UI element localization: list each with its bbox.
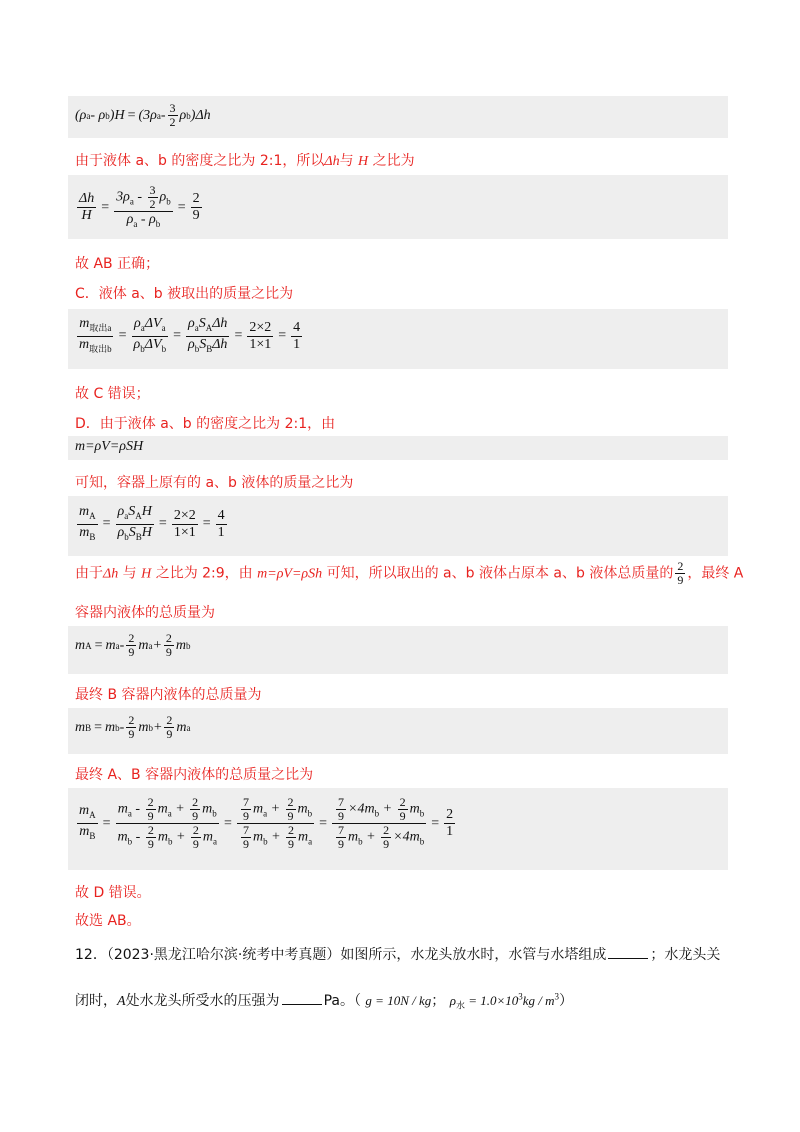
question-12-line-2: 闭时，A处水龙头所受水的压强为 Pa。（ g = 10N / kg； $\rho_水 = 1.0\times 10^3kg / m^3$） bbox=[75, 991, 574, 1011]
c-wrong: 故 C 错误； bbox=[75, 386, 150, 402]
equation-6: m A = m a - $\frac{2}{9}$ m a + $\frac{2}{9}$ m b bbox=[75, 631, 191, 659]
final-choice: 故选 AB。 bbox=[75, 913, 141, 929]
ab-correct: 故 AB 正确； bbox=[75, 256, 160, 272]
question-12-line-1: 12．（2023·黑龙江哈尔滨·统考中考真题）如图所示，水龙头放水时，水管与水塔组成 ；水龙头关 bbox=[75, 947, 721, 963]
since-line: 由于Δh 与 H 之比为 2:9，由 m=ρV=ρSh 可知，所以取出的 a、b 液体占原本 a、b 液体总质量的 $\frac{2}{9}$ ，最终 A bbox=[75, 559, 744, 587]
answer-blank-2[interactable] bbox=[282, 1004, 322, 1005]
answer-blank-1[interactable] bbox=[608, 958, 648, 959]
final-a-heading: 容器内液体的总质量为 bbox=[75, 605, 215, 621]
known-mass-ratio: 可知，容器上原有的 a、b 液体的质量之比为 bbox=[75, 475, 354, 491]
ratio-intro: 由于液体 a、b 的密度之比为 2:1，所以Δh与 H 之比为 bbox=[75, 153, 415, 169]
final-b-heading: 最终 B 容器内液体的总质量为 bbox=[75, 687, 262, 703]
equation-5: $\frac{m_A}{m_B}$ = $\frac{\rho_aS_AH}{\rho_bS_BH}$ = $\frac{2\times 2}{1\times 1}$ = $\frac{4}{1}$ bbox=[79, 504, 225, 542]
equation-3: $\frac{m_{取出a}}{m_{取出b}}$ = $\frac{\rho_a\Delta V_a}{\rho_b\Delta V_b}$ = $\frac{\rho_aS_A\Delta h}{\rho_bS_B\Delta h}$ = $\frac{2\times 2}{1\times 1}$ = $\frac{4}{1}$ bbox=[79, 316, 301, 354]
equation-2: $\frac{\Delta h}{H}$ = $3\rho_a$ - $\frac{3}{2}$ $\rho_b$ $\rho_a - \rho_b$ = $\frac{2}{9}$ bbox=[79, 183, 200, 229]
equation-8: $\frac{m_A}{m_B}$ = $m_a$ - $\frac{2}{9}$ $m_a$ + $\frac{2}{9}$ $m_b$ $m_b$ - $\frac{2}{9}$ $m_b$ + $\frac{2}{9}$ $m_a$ = $\frac{7}{9}$ $m_a$ + $\frac{2}{9}$ $m_b$ $\frac{7}{9}$ $m_b$ + $\frac{2}{9}$ $m_a$ = $\frac{7}{9}$ $\times 4m_b$ + $\frac{2}{9}$ $m_b$ $\frac{7}{9}$ $m_b$ + $\frac{2}{9}$ $\times 4m_b$ = $\frac{2}{1}$ bbox=[79, 795, 454, 851]
final-ratio-heading: 最终 A、B 容器内液体的总质量之比为 bbox=[75, 767, 314, 783]
option-c-heading: C．液体 a、b 被取出的质量之比为 bbox=[75, 286, 294, 302]
equation-7: m B = m b - $\frac{2}{9}$ m b + $\frac{2}{9}$ m a bbox=[75, 713, 191, 741]
d-wrong: 故 D 错误。 bbox=[75, 885, 151, 901]
option-d-heading: D．由于液体 a、b 的密度之比为 2:1，由 bbox=[75, 416, 336, 432]
equation-4: m=ρV=ρSH bbox=[75, 439, 144, 454]
equation-box-4 bbox=[68, 436, 728, 460]
equation-1: (ρ a - ρ b ) H = (3ρ a - $\frac{3}{2}$ ρ b )Δ h bbox=[75, 101, 211, 129]
